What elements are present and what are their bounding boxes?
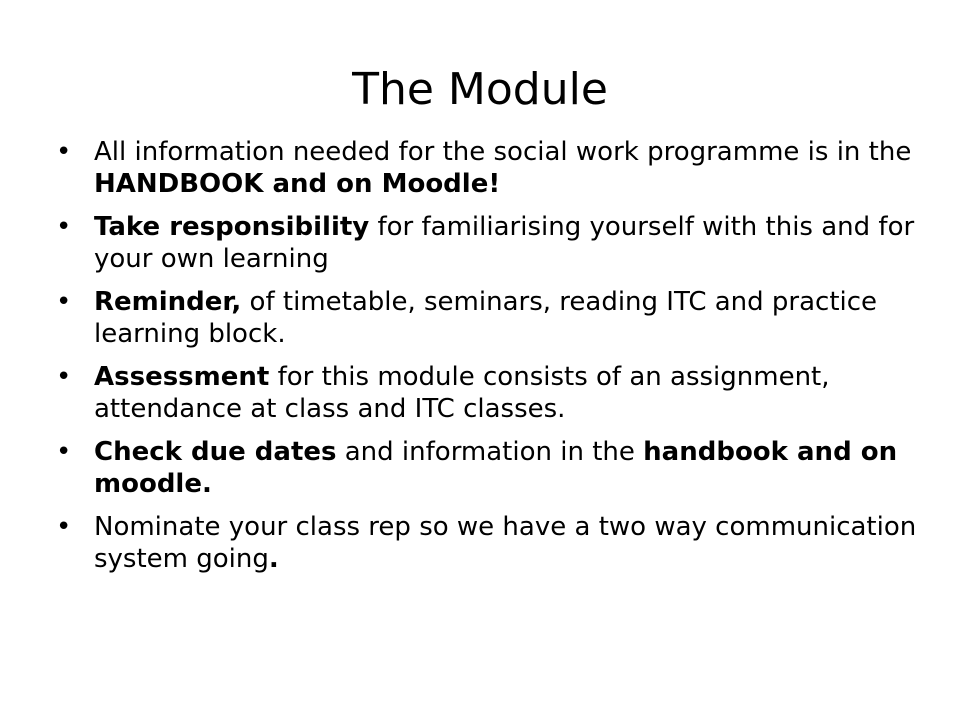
bullet-item-due-dates [50,436,930,500]
bullet-text-bold: handbook and on moodle. [94,437,898,499]
bullet-marker-icon: • [56,137,72,167]
bullet-text-bold: . [268,544,279,574]
bullet-text: and information in the [336,437,644,467]
bullet-list [50,136,930,586]
bullet-text-bold: Take responsibility [94,212,370,242]
bullet-item-responsibility [50,211,930,275]
bullet-text: Nominate your class rep so we have a two way communication system going [94,512,917,574]
bullet-item-assessment [50,361,930,425]
bullet-marker-icon: • [56,362,72,392]
bullet-marker-icon: • [56,512,72,542]
bullet-marker-icon: • [56,437,72,467]
bullet-marker-icon: • [56,287,72,317]
bullet-item-handbook [50,136,930,200]
bullet-text-bold: Check due dates [94,437,337,467]
bullet-text-bold: Assessment [94,362,270,392]
bullet-marker-icon: • [56,212,72,242]
bullet-item-class-rep [50,511,930,575]
bullet-text: All information needed for the social work programme is in the [94,137,912,167]
bullet-text: for this module consists of an assignment, attendance at class and ITC classes. [94,362,830,424]
bullet-text-bold: HANDBOOK and on Moodle! [94,169,501,199]
bullet-text: of timetable, seminars, reading ITC and practice learning block. [94,287,878,349]
bullet-text-bold: Reminder, [94,287,242,317]
slide-title: The Module [352,64,608,115]
bullet-text: for familiarising yourself with this and for your own learning [94,212,915,274]
bullet-item-reminder [50,286,930,350]
